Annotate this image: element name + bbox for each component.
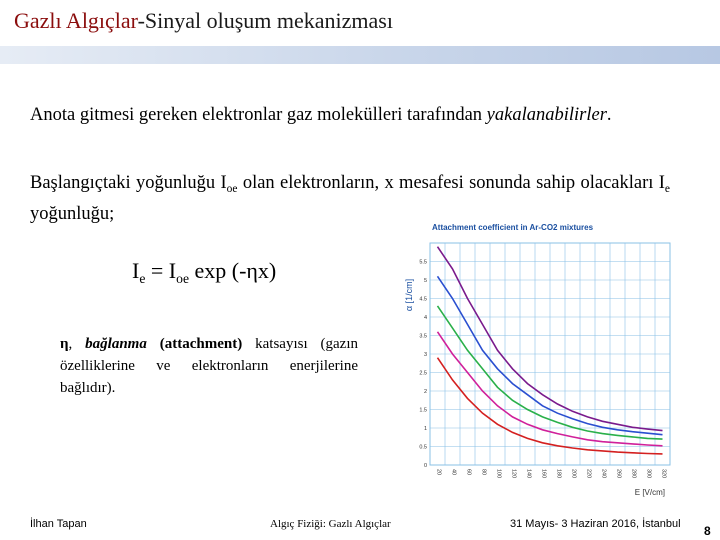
note-term: bağlanma [85, 336, 147, 352]
chart-y-tick-label: 0 [423, 463, 427, 469]
chart-x-tick-label: 160 [540, 469, 547, 479]
page-title [14, 8, 393, 34]
title-rest: -Sinyal oluşum mekanizması [137, 8, 393, 33]
chart-x-tick-label: 80 [480, 469, 487, 476]
chart-x-tick-label: 100 [495, 469, 502, 479]
paragraph2-sub1: oe [226, 183, 238, 195]
chart-y-tick-label: 1 [423, 426, 427, 432]
chart-y-tick-label: 2 [423, 389, 427, 395]
paragraph2-part2: olan elektronların, x mesafesi sonunda sahip olacakları I [237, 173, 665, 193]
note-text: katsayısı (gazın özelliklerine ve elektronların enerjilerine bağlıdır). [60, 336, 358, 396]
chart-y-tick-label: 3.5 [419, 333, 427, 340]
title-decoration-bar [0, 46, 720, 64]
paragraph1-emphasis: yakalanabilirler [486, 105, 607, 125]
chart-x-tick-label: 280 [630, 469, 637, 479]
formula-eq: = I [145, 258, 177, 283]
chart-y-tick-label: 3 [423, 352, 427, 358]
chart-x-tick-label: 220 [585, 469, 592, 479]
chart-x-tick-label: 300 [645, 469, 652, 479]
chart-y-axis-label: α [1/cm] [404, 278, 414, 312]
chart-x-tick-label: 120 [510, 469, 517, 479]
footer-date-place: 31 Mayıs- 3 Haziran 2016, İstanbul [510, 518, 681, 530]
formula-lhs: I [132, 258, 140, 283]
chart-x-tick-label: 260 [615, 469, 622, 479]
chart-x-tick-label: 140 [525, 469, 532, 479]
formula-lhs-sub: e [139, 270, 146, 286]
paragraph1-end: . [606, 105, 612, 125]
chart-title: Attachment coefficient in Ar-CO2 mixtures [432, 223, 594, 232]
paragraph2-part3: yoğunluğu; [30, 204, 115, 224]
paragraph-electron-capture [30, 103, 670, 128]
chart-x-axis-label: E [V/cm] [634, 488, 665, 497]
attenuation-formula [132, 258, 276, 287]
footer-course: Algıç Fiziği: Gazlı Algıçlar [270, 518, 391, 530]
footer-author: İlhan Tapan [30, 518, 87, 530]
formula-rest: exp (-ηx) [189, 258, 277, 283]
chart-y-tick-label: 1.5 [419, 407, 427, 414]
chart-y-tick-label: 4 [423, 315, 427, 321]
page-number: 8 [704, 524, 711, 538]
chart-y-tick-label: 0.5 [419, 444, 427, 451]
chart-x-tick-label: 320 [660, 469, 667, 479]
note-comma: , [68, 336, 86, 352]
note-symbol: η [60, 336, 69, 352]
title-highlight: Gazlı Algıçlar [14, 8, 138, 33]
attachment-note [60, 333, 358, 399]
chart-y-tick-label: 4.5 [419, 296, 427, 303]
chart-x-tick-label: 240 [600, 469, 607, 479]
chart-x-tick-label: 40 [450, 469, 457, 476]
chart-y-tick-label: 2.5 [419, 370, 427, 377]
formula-rhs-sub: oe [176, 270, 189, 286]
chart-x-tick-label: 180 [555, 469, 562, 479]
note-term-en: (attachment) [146, 336, 243, 352]
chart-x-tick-label: 60 [465, 469, 472, 476]
chart-y-tick-label: 5 [423, 278, 427, 284]
paragraph2-part1: Başlangıçtaki yoğunluğu I [30, 173, 227, 193]
paragraph1-text: Anota gitmesi gereken elektronlar gaz molekülleri tarafından [30, 105, 487, 125]
chart-y-tick-label: 5.5 [419, 259, 427, 266]
chart-x-tick-label: 200 [570, 469, 577, 479]
chart-x-tick-label: 20 [435, 469, 442, 476]
paragraph2-sub2: e [664, 183, 670, 195]
attachment-coefficient-chart [400, 215, 690, 500]
